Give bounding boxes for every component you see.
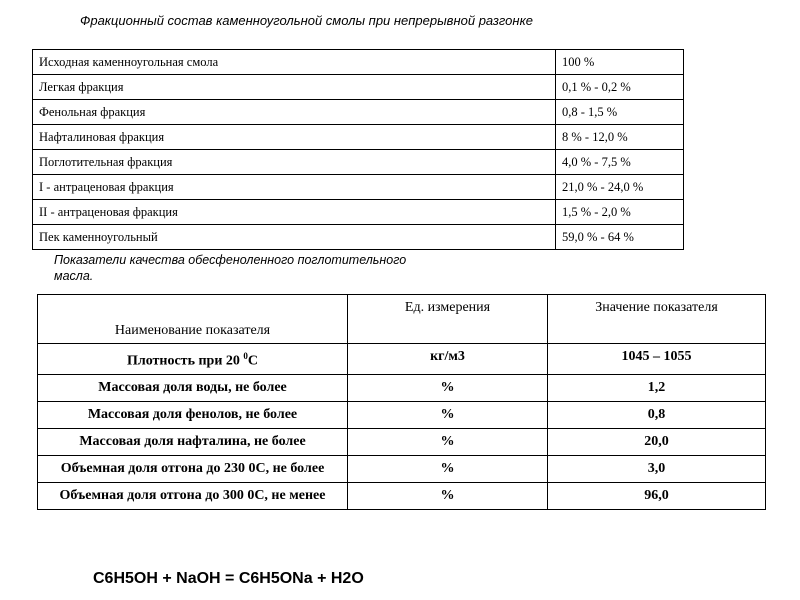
fraction-value: 21,0 % - 24,0 % <box>556 175 684 200</box>
fraction-name: Пек каменноугольный <box>33 225 556 250</box>
table-row <box>33 225 684 250</box>
table-row <box>38 344 766 375</box>
row-name: Массовая доля нафталина, не более <box>38 428 348 455</box>
fraction-name: Фенольная фракция <box>33 100 556 125</box>
fraction-table-title: Фракционный состав каменноугольной смолы при непрерывной разгонке <box>80 13 533 28</box>
fraction-value: 4,0 % - 7,5 % <box>556 150 684 175</box>
quality-table-title: Показатели качества обесфеноленного поглотительного масла. <box>54 253 407 283</box>
table-row <box>38 374 766 401</box>
fraction-name: Поглотительная фракция <box>33 150 556 175</box>
fraction-value: 8 % - 12,0 % <box>556 125 684 150</box>
table-row <box>33 125 684 150</box>
row-value: 1045 – 1055 <box>548 344 766 375</box>
table-row <box>33 200 684 225</box>
table-row <box>38 401 766 428</box>
fraction-name: Легкая фракция <box>33 75 556 100</box>
row-value: 96,0 <box>548 482 766 509</box>
fraction-value: 100 % <box>556 50 684 75</box>
row-unit: % <box>348 428 548 455</box>
row-name: Массовая доля фенолов, не более <box>38 401 348 428</box>
row-unit: % <box>348 482 548 509</box>
fraction-name: II - антраценовая фракция <box>33 200 556 225</box>
table-row <box>33 50 684 75</box>
density-label: Плотность при 20 <box>126 353 240 369</box>
row-name: Массовая доля воды, не более <box>38 374 348 401</box>
fraction-name: Нафталиновая фракция <box>33 125 556 150</box>
chemical-equation: C6H5OH + NaOH = C6H5ONa + H2O <box>93 570 364 587</box>
density-suffix: С <box>247 353 259 369</box>
header-name: Наименование показателя <box>38 295 348 344</box>
row-value: 1,2 <box>548 374 766 401</box>
row-value: 0,8 <box>548 401 766 428</box>
row-unit: % <box>348 374 548 401</box>
fraction-value: 0,1 % - 0,2 % <box>556 75 684 100</box>
row-name <box>38 344 348 375</box>
table-row <box>33 150 684 175</box>
table-row <box>38 428 766 455</box>
row-name: Объемная доля отгона до 300 0С, не менее <box>38 482 348 509</box>
row-unit: кг/м3 <box>348 344 548 375</box>
row-unit: % <box>348 455 548 482</box>
fraction-value: 1,5 % - 2,0 % <box>556 200 684 225</box>
table-row <box>33 175 684 200</box>
header-value: Значение показателя <box>548 295 766 344</box>
table-row <box>33 100 684 125</box>
fraction-value: 0,8 - 1,5 % <box>556 100 684 125</box>
fraction-name: Исходная каменноугольная смола <box>33 50 556 75</box>
fraction-table <box>32 49 684 250</box>
header-unit: Ед. измерения <box>348 295 548 344</box>
row-value: 20,0 <box>548 428 766 455</box>
fraction-name: I - антраценовая фракция <box>33 175 556 200</box>
fraction-value: 59,0 % - 64 % <box>556 225 684 250</box>
row-name: Объемная доля отгона до 230 0С, не более <box>38 455 348 482</box>
table-header-row <box>38 295 766 344</box>
table-row <box>33 75 684 100</box>
table-row <box>38 482 766 509</box>
row-value: 3,0 <box>548 455 766 482</box>
density-sup: 0 <box>243 351 248 361</box>
quality-table <box>37 294 766 510</box>
row-unit: % <box>348 401 548 428</box>
table-row <box>38 455 766 482</box>
